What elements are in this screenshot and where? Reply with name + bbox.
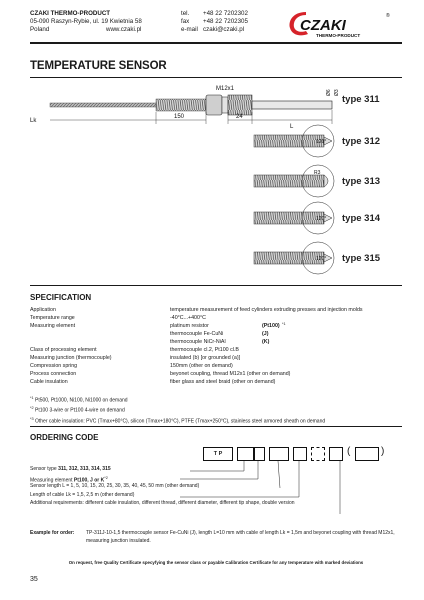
svg-text:120°: 120° <box>316 139 327 145</box>
spec-note: $^{*3}$ Other cable insulation: PVC (Tmax+80°C), silicon (Tmax+180°C), PTFE (Tmax+250°C), stainless steel armored sheath on demand <box>30 416 326 425</box>
spec-row: thermocouple NiCr-NiAl (K) <box>170 339 270 346</box>
spec-note: $^{*1}$ Pt500, Pt1000, Ni100, Ni1000 on demand <box>30 396 128 404</box>
svg-text:120°: 120° <box>316 256 327 262</box>
type-315-label: type 315 <box>342 253 381 264</box>
svg-text:®: ® <box>386 13 390 19</box>
dim-l-label: L <box>290 124 294 130</box>
spec-heading: SPECIFICATION <box>30 293 92 302</box>
ordering-line: Length of cable Lk = 1,5, 2,5 m (other demand) <box>30 491 135 498</box>
code-paren-close: ) <box>381 446 385 457</box>
ordering-line: Additional requirements: different cable insulation, different thread, different diameter, different tip shape, double version <box>30 500 295 507</box>
spec-row: Cable insulation fiber glass and steel braid (other on demand) <box>30 379 276 386</box>
svg-text:CZAKI: CZAKI <box>300 17 346 34</box>
code-prefix-box: T P <box>203 447 233 461</box>
company-name: CZAKI THERMO-PRODUCT <box>30 10 111 17</box>
company-country: Poland www.czaki.pl <box>30 26 142 34</box>
page-number: 35 <box>30 576 38 583</box>
type-313-label: type 313 <box>342 176 381 187</box>
dia-6-label: Ø6 <box>326 89 332 96</box>
spec-note: $^{*2}$ Pt100 3-wire or Pt100 4-wire on demand <box>30 406 125 414</box>
contact-fax: fax +48 22 7202305 <box>181 18 248 26</box>
order-example-text: TP-311J-10-1,5 thermocouple sensor Fe-CuNi (J), length L=10 mm with cable of length Lk = 1,5m and beyonet coupling with thread M12x1, measuring junction insulated. <box>86 530 395 544</box>
spec-row: Temperature range -40°C...+400°C <box>30 315 206 322</box>
type-314-label: type 314 <box>342 213 381 224</box>
dim-lk-label: Lk <box>30 118 37 124</box>
ordering-line: Sensor type 311, 312, 313, 314, 315 <box>30 466 111 472</box>
ordering-lines <box>30 466 402 509</box>
dia-3-label: Ø3 <box>334 89 340 96</box>
spec-row: Class of processing element thermocouple cl.2, Pt100 cl.B <box>30 347 239 354</box>
spec-row: Measuring element platinum resistor (Pt100) *1 <box>30 322 286 330</box>
order-example-label: Example for order: <box>30 530 75 536</box>
dim-24-label: 24 <box>236 114 243 120</box>
spec-row: Process connection beyonet coupling, thread M12x1 (other on demand) <box>30 371 291 378</box>
svg-text:R3: R3 <box>314 170 321 176</box>
contact-tel: tel. +48 22 7202302 <box>181 10 248 17</box>
thread-label: M12x1 <box>216 86 235 92</box>
ordering-line: Sensor length L = 1, 5, 10, 15, 20, 25, 30, 35, 40, 45, 50 mm (other demand) <box>30 483 200 490</box>
spec-row: Application temperature measurement of feed cylinders extruding presses and injection molds <box>30 307 363 313</box>
type-311-label: type 311 <box>342 94 380 105</box>
type-312-label: type 312 <box>342 136 381 147</box>
contact-email[interactable]: e-mail czaki@czaki.pl <box>181 26 245 34</box>
order-example <box>30 530 402 545</box>
certificate-note: On request, free Quality Certificate specyfying the sensor class or payable Calibration Certificate for any temperature with marked deviations <box>68 560 364 565</box>
spec-row: Measuring junction (thermocouple) insulated (b) [or grounded (a)] <box>30 355 241 362</box>
ordering-line: Measuring element Pt100, J or $K^{*2}$ <box>30 475 108 484</box>
svg-text:THERMO-PRODUCT: THERMO-PRODUCT <box>316 33 361 38</box>
ordering-heading: ORDERING CODE <box>30 433 99 442</box>
dim-150-label: 150 <box>174 114 185 120</box>
code-paren-open: ( <box>347 446 351 457</box>
spec-row: Compression spring 150mm (other on demand) <box>30 363 233 370</box>
company-address: 05-090 Raszyn-Rybie, ul. 19 Kwietnia 58 <box>30 18 142 26</box>
page-title: TEMPERATURE SENSOR <box>30 60 167 72</box>
svg-text:120°: 120° <box>316 216 327 222</box>
company-web[interactable]: www.czaki.pl <box>106 26 142 34</box>
spec-row: thermocouple Fe-CuNi (J) <box>170 331 269 338</box>
